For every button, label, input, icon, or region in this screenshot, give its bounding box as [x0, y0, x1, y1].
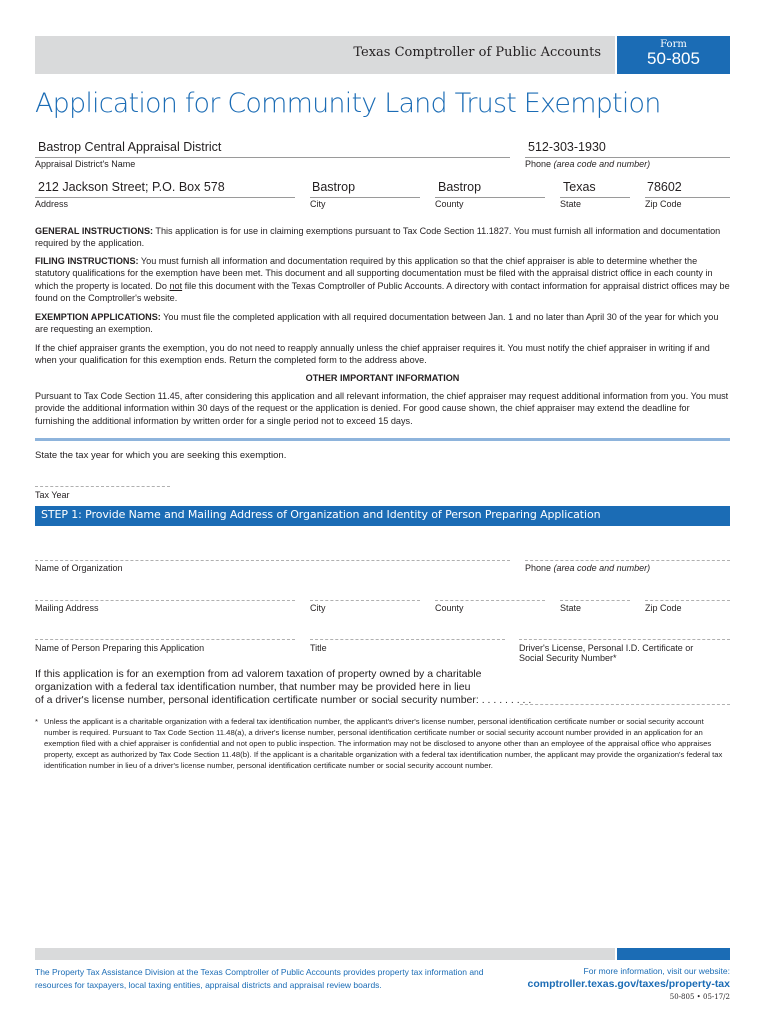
- district-name-field[interactable]: Bastrop Central Appraisal District: [38, 140, 222, 154]
- district-phone-label: Phone (area code and number): [525, 159, 651, 169]
- org-city-label: City: [310, 603, 326, 613]
- grant-instructions: If the chief appraiser grants the exemption, you do not need to reapply annually unless the chief appraiser requires it. You must notify the chief appraiser in writing if and when your qualification for this exemption ends. Return the completed form to the address above.: [35, 343, 710, 366]
- district-state-label: State: [560, 199, 582, 209]
- other-info-heading: OTHER IMPORTANT INFORMATION: [305, 373, 460, 383]
- district-name-line: [35, 157, 510, 158]
- tax-id-field[interactable]: [520, 704, 730, 705]
- section-divider: [35, 438, 730, 441]
- other-info-text: Pursuant to Tax Code Section 11.45, after considering this application and all relevant information, the chief appraiser may request additional information from you. You must provide the additional information within 30 days of the request or the application is denied. For good cause shown, the chief appraiser may extend the deadline for furnishing the additional information by written order for a single period not to exceed 15 days.: [35, 391, 729, 426]
- district-address-line: [35, 197, 295, 198]
- org-phone-label: Phone (area code and number): [525, 563, 651, 573]
- step1-header: [35, 506, 730, 526]
- tax-id-question-line-3: of a driver's license number, personal identification certificate number or social security number: . . . . . . . . .: [35, 694, 532, 706]
- footer-bar: [35, 948, 615, 960]
- footnote-text: Unless the applicant is a charitable organization with a federal tax identification number, the applicant's driver's license number, personal identification certificate number or social security account number is required. Pursuant to Tax Code Section 11.48(a), a driver's license number, personal identification certificate number or social security account number provided in an application for an exemption filed with a chief appraiser is confidential and not open to public inspection. The information may not be disclosed to anyone other than an employee of the appraisal office who appraises property, except as authorized by Tax Code Section 11.48(b). If the applicant is a charitable organization with a federal tax identification number, the applicant may provide the organization's federal tax identification number in lieu of a driver's license number, personal identification certificate number or social security account number.: [44, 717, 723, 770]
- step1-title: STEP 1: Provide Name and Mailing Address of Organization and Identity of Person Preparing Application: [41, 508, 601, 521]
- district-name-label: Appraisal District's Name: [35, 159, 136, 169]
- footer-more-info: For more information, visit our website:: [583, 966, 730, 976]
- preparer-name-label: Name of Person Preparing this Application: [35, 643, 205, 653]
- district-county-field[interactable]: Bastrop: [438, 180, 482, 194]
- district-phone-field[interactable]: 512-303-1930: [528, 140, 606, 154]
- district-address-label: Address: [35, 199, 69, 209]
- footer-bar-accent: [617, 948, 730, 960]
- agency-name: Texas Comptroller of Public Accounts: [353, 45, 601, 60]
- district-city-label: City: [310, 199, 326, 209]
- district-zip-field[interactable]: 78602: [647, 180, 682, 194]
- footer-description: The Property Tax Assistance Division at the Texas Comptroller of Public Accounts provides property tax information and resources for taxpayers, local taxing entities, appraisal districts and appraisal review boards.: [35, 967, 484, 990]
- district-zip-label: Zip Code: [645, 199, 682, 209]
- general-instructions: GENERAL INSTRUCTIONS: This application is for use in claiming exemptions pursuant to Tax Code Section 11.1827. You must furnish all information and documentation required by the application.: [35, 226, 721, 249]
- form-number-box: [617, 36, 730, 74]
- preparer-title-field[interactable]: [310, 639, 505, 640]
- tax-id-question-line-1: If this application is for an exemption from ad valorem taxation of property owned by a charitable: [35, 668, 482, 680]
- mailing-address-label: Mailing Address: [35, 603, 99, 613]
- tax-year-prompt: State the tax year for which you are seeking this exemption.: [35, 450, 287, 461]
- id-number-label-1: Driver's License, Personal I.D. Certificate or: [519, 643, 694, 653]
- district-zip-line: [645, 197, 730, 198]
- district-state-line: [560, 197, 630, 198]
- district-city-line: [310, 197, 420, 198]
- org-zip-label: Zip Code: [645, 603, 682, 613]
- org-state-label: State: [560, 603, 582, 613]
- district-phone-line: [525, 157, 730, 158]
- footer-form-code: 50-805 • 05-17/2: [669, 993, 730, 1001]
- org-phone-field[interactable]: [525, 560, 730, 561]
- org-county-label: County: [435, 603, 464, 613]
- preparer-title-label: Title: [310, 643, 327, 653]
- footnote: [35, 716, 730, 771]
- exemption-applications: EXEMPTION APPLICATIONS: You must file the completed application with all required documentation between Jan. 1 and no later than April 30 of the year for which you are requesting an exemption.: [35, 312, 719, 335]
- tax-year-field[interactable]: [35, 486, 170, 487]
- tax-id-question-line-2: organization with a federal tax identification number, that number may be provided here in lieu: [35, 681, 471, 693]
- preparer-name-field[interactable]: [35, 639, 295, 640]
- id-number-field[interactable]: [519, 639, 730, 640]
- tax-year-label: Tax Year: [35, 490, 70, 500]
- footer-website-link[interactable]: comptroller.texas.gov/taxes/property-tax: [527, 978, 730, 990]
- district-address-field[interactable]: 212 Jackson Street; P.O. Box 578: [38, 180, 225, 194]
- page-title: Application for Community Land Trust Exemption: [35, 88, 661, 119]
- id-number-label-2: Social Security Number*: [519, 653, 617, 663]
- org-name-label: Name of Organization: [35, 563, 123, 573]
- header-bar: [35, 36, 615, 74]
- district-county-label: County: [435, 199, 464, 209]
- org-state-field[interactable]: [560, 600, 630, 601]
- district-city-field[interactable]: Bastrop: [312, 180, 356, 194]
- district-county-line: [435, 197, 545, 198]
- footnote-star: *: [35, 717, 38, 726]
- form-label: Form: [660, 39, 687, 50]
- filing-instructions: FILING INSTRUCTIONS: You must furnish all information and documentation required by this application so that the chief appraiser is able to determine whether the statutory qualifications for the exemption have been met. This document and all supporting documentation must be filed with the appraisal district office in each county in which the property is located. Do not file this document with the Texas Comptroller of Public Accounts. A directory with contact information for appraisal district offices may be found on the Comptroller's website.: [35, 256, 730, 303]
- form-number: 50-805: [647, 49, 700, 68]
- district-state-field[interactable]: Texas: [563, 180, 596, 194]
- org-city-field[interactable]: [310, 600, 420, 601]
- org-zip-field[interactable]: [645, 600, 730, 601]
- org-name-field[interactable]: [35, 560, 510, 561]
- org-county-field[interactable]: [435, 600, 545, 601]
- mailing-address-field[interactable]: [35, 600, 295, 601]
